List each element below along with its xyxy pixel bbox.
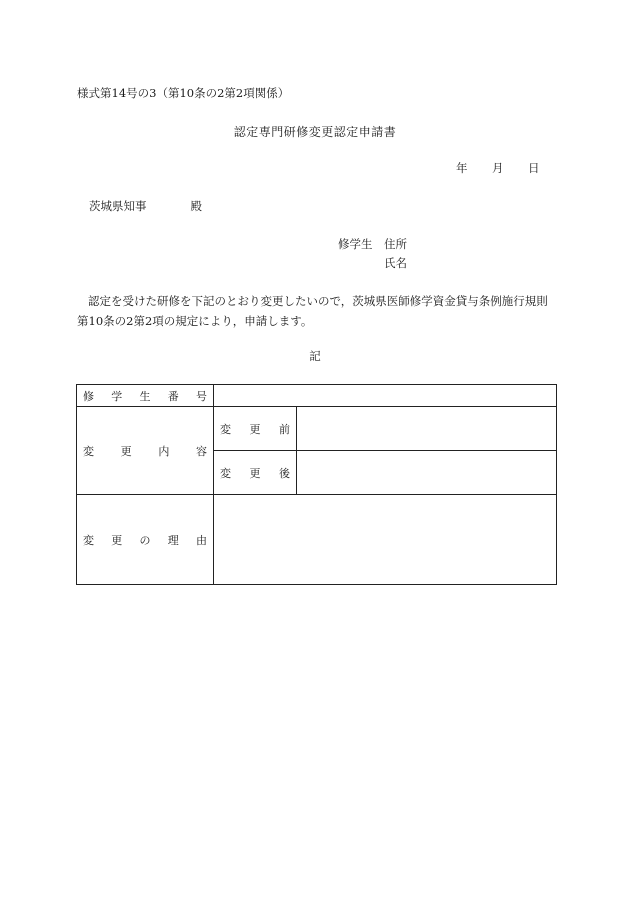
applicant-name-label: 氏名 [384,256,407,270]
student-number-value[interactable] [214,385,557,407]
record-table [76,384,557,585]
addressee-honorific: 殿 [190,199,202,213]
date-day-label: 日 [528,161,540,175]
change-after-label: 変 更 後 [214,451,297,495]
date-line [456,160,540,176]
applicant-block [338,235,407,273]
addressee-name: 茨城県知事 [89,199,147,213]
body-text: 認定を受けた研修を下記のとおり変更したいので，茨城県医師修学資金貸与条例施行規則第10条の2第2項の規定により，申請します。 [77,294,548,328]
applicant-role: 修学生 [338,237,373,251]
document-title: 認定専門研修変更認定申請書 [233,125,397,139]
change-reason-label: 変 更 の 理 由 [77,495,214,585]
date-month-label: 月 [492,161,504,175]
change-before-label: 変 更 前 [214,407,297,451]
form-number: 様式第14号の3（第10条の2第2項関係） [77,86,290,100]
change-before-value[interactable] [297,407,557,451]
applicant-address-label: 住所 [384,237,407,251]
change-reason-value[interactable] [214,495,557,585]
change-content-label: 変 更 内 容 [77,407,214,495]
student-number-label: 修 学 生 番 号 [77,385,214,407]
date-year-label: 年 [456,161,468,175]
ki-label: 記 [309,349,321,363]
addressee [89,198,202,214]
change-after-value[interactable] [297,451,557,495]
